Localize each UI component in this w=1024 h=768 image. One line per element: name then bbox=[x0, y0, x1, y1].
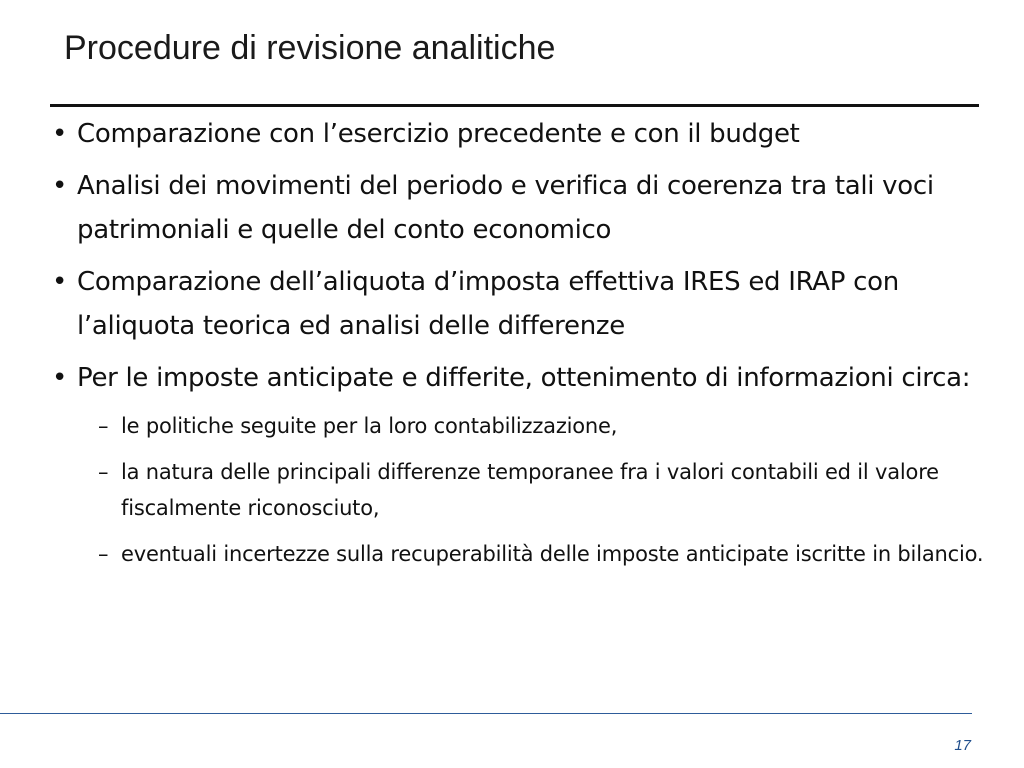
bullet-item bbox=[46, 356, 1006, 400]
slide-content bbox=[46, 112, 1006, 582]
slide-title: Procedure di revisione analitiche bbox=[64, 29, 556, 67]
bullet-item bbox=[46, 112, 1006, 156]
bullet-icon: • bbox=[52, 363, 68, 393]
sub-bullet-item bbox=[98, 454, 1006, 526]
bullet-text: Per le imposte anticipate e differite, ottenimento di informazioni circa: bbox=[77, 363, 971, 393]
sub-bullet-list bbox=[98, 408, 1006, 572]
sub-bullet-text: eventuali incertezze sulla recuperabilità delle imposte anticipate iscritte in bilancio. bbox=[121, 542, 984, 566]
title-underline bbox=[50, 104, 979, 107]
bullet-text: Analisi dei movimenti del periodo e verifica di coerenza tra tali voci patrimoniali e quelle del conto economico bbox=[77, 171, 934, 245]
page-number: 17 bbox=[954, 737, 971, 754]
bullet-text: Comparazione dell’aliquota d’imposta effettiva IRES ed IRAP con l’aliquota teorica ed analisi delle differenze bbox=[77, 267, 899, 341]
dash-icon: – bbox=[98, 460, 109, 484]
bullet-icon: • bbox=[52, 267, 68, 297]
sub-bullet-text: la natura delle principali differenze temporanee fra i valori contabili ed il valore fiscalmente riconosciuto, bbox=[121, 460, 939, 520]
sub-bullet-item bbox=[98, 408, 1006, 444]
bullet-item bbox=[46, 260, 1006, 348]
footer-divider bbox=[0, 713, 972, 714]
bullet-icon: • bbox=[52, 119, 68, 149]
bullet-icon: • bbox=[52, 171, 68, 201]
bullet-item bbox=[46, 164, 1006, 252]
dash-icon: – bbox=[98, 414, 109, 438]
sub-bullet-item bbox=[98, 536, 1006, 572]
sub-bullet-text: le politiche seguite per la loro contabilizzazione, bbox=[121, 414, 618, 438]
dash-icon: – bbox=[98, 542, 109, 566]
bullet-text: Comparazione con l’esercizio precedente e con il budget bbox=[77, 119, 800, 149]
